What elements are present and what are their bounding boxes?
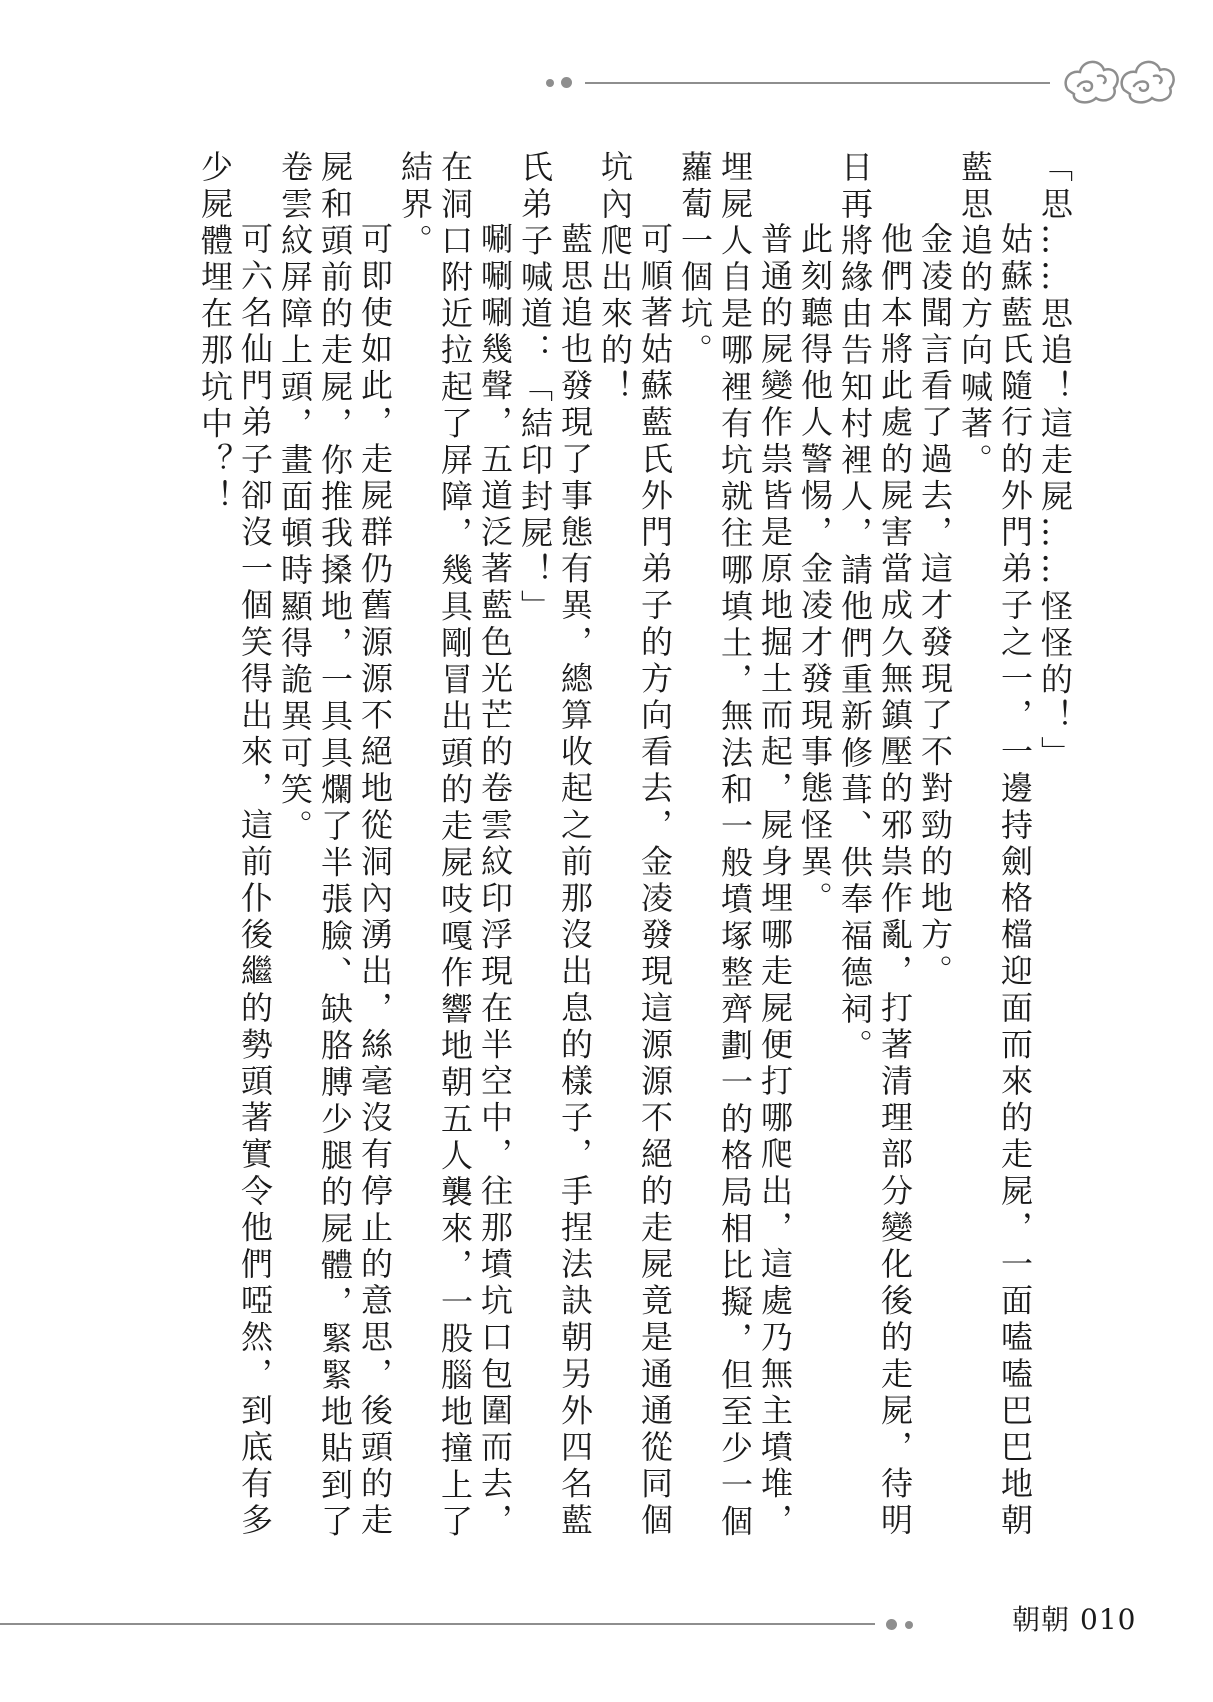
text-column: 埋屍人自是哪裡有坑就往哪填土，無法和一般墳塚整齊劃一的格局相比擬，但至少一個 [716,150,754,1541]
text-column: 日再將緣由告知村裡人，請他們重新修葺、供奉福德祠。 [836,150,874,1065]
text-column: 蘿蔔一個坑。 [676,150,714,370]
page-number: 010 [1080,1603,1137,1636]
text-column: 卷雲紋屏障上頭，畫面頓時顯得詭異可笑。 [276,150,314,846]
text-column: 坑內爬出來的！ [596,150,634,407]
text-column: 唰唰唰幾聲，五道泛著藍色光芒的卷雲紋印浮現在半空中，往那墳坑口包圍而去， [476,222,514,1540]
text-column: 金凌聞言看了過去，這才發現了不對勁的地方。 [916,222,954,991]
text-column: 可順著姑蘇藍氏外門弟子的方向看去，金凌發現這源源不絕的走屍竟是通通從同個 [636,222,674,1540]
text-column: 普通的屍變作祟皆是原地掘土而起，屍身埋哪走屍便打哪爬出，這處乃無主墳堆， [756,222,794,1540]
header-rule [585,82,1050,84]
header-dot [561,77,572,88]
text-column: 屍和頭前的走屍，你推我搡地，一具具爛了半張臉、缺胳膊少腿的屍體，緊緊地貼到了 [316,150,354,1541]
vertical-text-body [130,150,1075,1540]
text-column: 他們本將此處的屍害當成久無鎮壓的邪祟作亂，打著清理部分變化後的走屍，待明 [876,222,914,1540]
text-column: 藍思追的方向喊著。 [956,150,994,480]
footer-dot [905,1621,913,1629]
text-column: 可即使如此，走屍群仍舊源源不絕地從洞內湧出，絲毫沒有停止的意思，後頭的走 [356,222,394,1540]
text-column: 氏弟子喊道：「結印封屍！」 [516,150,554,626]
text-column: 在洞口附近拉起了屏障，幾具剛冒出頭的走屍吱嘎作響地朝五人襲來，一股腦地撞上了 [436,150,474,1541]
page-footer [1012,1604,1136,1636]
text-column: 此刻聽得他人警惕，金凌才發現事態怪異。 [796,222,834,918]
cloud-ornament-icon [1060,52,1180,107]
text-column: 姑蘇藍氏隨行的外門弟子之一，一邊持劍格檔迎面而來的走屍，一面嗑嗑巴巴地朝 [996,222,1034,1540]
footer-rule [0,1623,875,1625]
footer-dot [886,1619,897,1630]
header-dot [546,79,554,87]
book-title: 朝朝 [1012,1603,1071,1636]
text-column: 結界。 [396,150,434,260]
text-column: 「思……思追！這走屍……怪怪的！」 [1036,150,1074,773]
text-column: 藍思追也發現了事態有異，總算收起之前那沒出息的樣子，手捏法訣朝另外四名藍 [556,222,594,1540]
text-column: 少屍體埋在那坑中？！ [196,150,234,516]
text-column: 可六名仙門弟子卻沒一個笑得出來，這前仆後繼的勢頭著實令他們啞然，到底有多 [236,222,274,1540]
